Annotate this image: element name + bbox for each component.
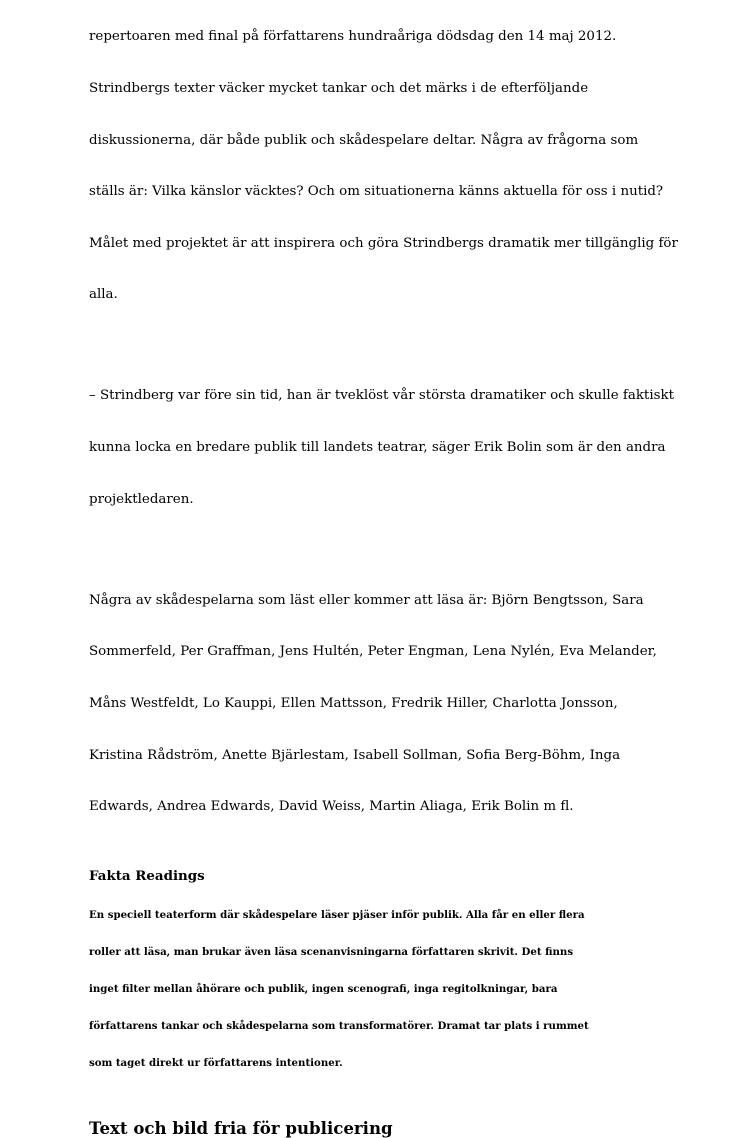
paragraph-spacer — [89, 542, 729, 557]
text-line: som taget direkt ur författarens intentioner. — [89, 1057, 343, 1070]
paragraph-spacer — [89, 338, 729, 353]
text-line: projektledaren. — [89, 491, 194, 507]
paragraph-strindberg-project — [89, 0, 729, 338]
text-line: Några av skådespelarna som läst eller kommer att läsa är: Björn Bengtsson, Sara — [89, 592, 644, 608]
text-line: Sommerfeld, Per Graffman, Jens Hultén, Peter Engman, Lena Nylén, Eva Melander, — [89, 644, 657, 660]
text-line: Måns Westfeldt, Lo Kauppi, Ellen Mattsson, Fredrik Hiller, Charlotta Jonsson, — [89, 695, 618, 711]
text-line: Edwards, Andrea Edwards, David Weiss, Martin Aliaga, Erik Bolin m fl. — [89, 799, 574, 815]
fakta-heading: Fakta Readings — [89, 867, 205, 884]
text-line: inget filter mellan åhörare och publik, ingen scenografi, inga regitolkningar, bara — [89, 983, 558, 995]
paragraph-quote-erik-bolin — [89, 353, 729, 542]
text-line: författarens tankar och skådespelarna som transformatörer. Dramat tar plats i rummet — [89, 1020, 589, 1033]
text-line: En speciell teaterform där skådespelare läser pjäser inför publik. Alla får en eller flera — [89, 908, 585, 921]
text-line: – Strindberg var före sin tid, han är tveklöst vår största dramatiker och skulle faktiskt — [89, 388, 674, 404]
text-line: repertoaren med final på författarens hundraåriga dödsdag den 14 maj 2012. — [89, 29, 617, 45]
text-line: ställs är: Vilka känslor väcktes? Och om situationerna känns aktuella för oss i nutid? — [89, 184, 664, 200]
text-line: diskussionerna, där både publik och skådespelare deltar. Några av frågorna som — [89, 132, 639, 148]
publication-heading: Text och bild fria för publicering — [89, 1117, 393, 1138]
paragraph-actors-list — [89, 557, 729, 849]
document-page — [89, 0, 729, 1138]
text-line: Strindbergs texter väcker mycket tankar och det märks i de efterföljande — [89, 81, 589, 97]
fakta-body — [89, 884, 729, 1095]
text-line: alla. — [89, 287, 118, 303]
text-line: Kristina Rådström, Anette Bjärlestam, Isabell Sollman, Sofia Berg-Böhm, Inga — [89, 747, 621, 763]
text-line: Målet med projektet är att inspirera och göra Strindbergs dramatik mer tillgänglig för — [89, 235, 678, 251]
text-line: kunna locka en bredare publik till landets teatrar, säger Erik Bolin som är den andra — [89, 440, 666, 456]
text-line: roller att läsa, man brukar även läsa scenanvisningarna författaren skrivit. Det finns — [89, 945, 574, 958]
